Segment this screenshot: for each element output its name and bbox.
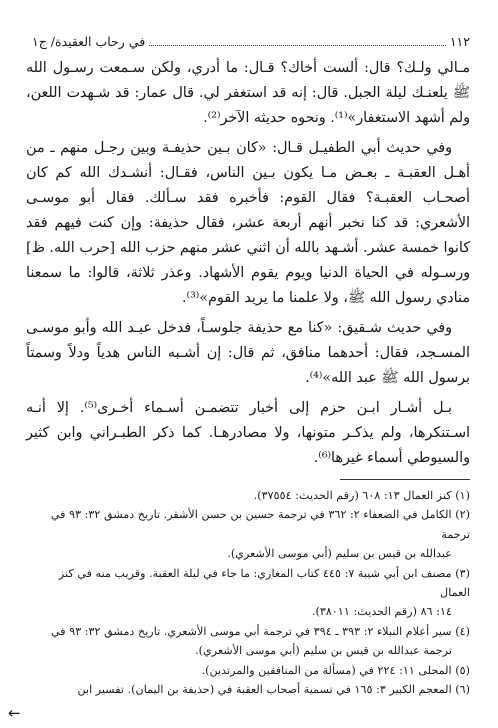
footnote-text: مصنف ابن أبي شيبة ٧: ٤٤٥ كتاب المغازي: ما جاء في ليلة العقبة. وقريب منه في كنز العمال <box>58 566 470 600</box>
paragraph: بـل أشـار ابـن حزم إلى أخبار تتضمـن أسـماء أخـرى⁽⁵⁾. إلا أنـه اسـتنكرها، ولم يذكـر متونها، ولا مصادرهـا. كما ذكر الطبـراني وابن كثير والسيوطي أسماء غيرها⁽⁶⁾. <box>26 400 470 466</box>
footnote-number: (٦) <box>455 683 470 697</box>
footnote-text: كنز العمال ١٣: ٦٠٨ (رقم الحديث: ٣٧٥٥٤). <box>253 489 452 502</box>
running-title: في رحاب العقيدة/ ج١ <box>32 34 146 49</box>
main-text <box>26 56 470 471</box>
footnote-2 <box>26 505 470 563</box>
footnote-text: الكامل في الضعفاء ٢: ٣٦٢ في ترجمة حسين بن حسن الأشقر. تاريخ دمشق ٣٢: ٩٣ في ترجمة <box>50 508 470 541</box>
footnote-6 <box>26 680 470 699</box>
footnote-number: (٥) <box>455 663 470 677</box>
footnote-5 <box>26 661 470 680</box>
footnote-text: سير أعلام النبلاء ٢: ٣٩٣ ـ ٣٩٤ في ترجمة أبي موسى الأشعري. تاريخ دمشق ٣٢: ٩٣ في <box>50 624 452 638</box>
footnote-text: المعجم الكبير ٣: ١٦٥ في تسمية أصحاب العقبة في (حذيفة بن اليمان). تفسير ابن <box>77 683 452 697</box>
paragraph: مـالي ولـك؟ قال: ألست أخاك؟ قـال: ما أدري، ولكن سـمعت رسـول الله ﷺ يلعنـك ليلة الجبل. قال: إنه قد استغفر لي. قال عمار: قد شـهدت اللعن، ولم أشهد الاستغفار»⁽¹⁾. ونحوه حديثه الآخر⁽²⁾. <box>26 60 470 126</box>
footnote-separator <box>340 479 470 480</box>
footnote-text: المحلى ١١: ٢٢٤ في (مسألة من المنافقين والمرتدين). <box>201 663 452 677</box>
page-number: ١١٢ <box>449 34 470 49</box>
footnote-continuation: ترجمة عبدالله بن قيس بن سليم (أبي موسى الأشعري). <box>195 644 452 658</box>
header-dotted-leader <box>149 44 446 46</box>
footnote-3 <box>26 564 470 622</box>
footnote-continuation: عبدالله بن قيس بن سليم (أبي موسى الأشعري). <box>227 547 452 561</box>
paragraph: وفي حديث أبي الطفيـل قـال: «كان بـين حذيفـة وبين رجـل منهم ـ من أهـل العقبـة ـ بعـض مـا يكون بـين الناس، فقـال: أنشـدك الله كم كان أصحـاب العقبـة؟ فقال القوم: فأخبره فقد سـألك. فقال أبو موسـى الأشعري: قد كنا نخبر أنهم أربعة عشر، فقال حذيفة: وإن كنت فيهم فقد كانوا خمسة عشر. أشـهد بالله أن اثني عشر منهم حزب الله [حرب الله. ظ] ورسـوله في الحياة الدنيا ويوم يقوم الأشهاد. وعذر ثلاثة، قالوا: ما سمعنا منادي رسول الله ﷺ، ولا علمنا ما يريد القوم»⁽³⁾. <box>26 140 470 306</box>
footnote-number: (٢) <box>455 508 470 522</box>
footnote-number: (٣) <box>455 566 470 580</box>
footnotes <box>26 486 470 699</box>
continue-arrow-icon: ← <box>8 704 21 722</box>
footnote-4 <box>26 622 470 661</box>
footnote-number: (٤) <box>455 624 470 638</box>
book-page <box>26 34 470 699</box>
footnote-continuation: ١٤: ٨٦ (رقم الحديث: ٣٨٠١١). <box>311 605 452 619</box>
footnote-1 <box>26 486 470 505</box>
footnote-number: (١) <box>455 489 470 502</box>
running-header <box>26 34 470 52</box>
paragraph: وفي حديث شـقيق: «كنا مع حذيفة جلوسـاً، فدخل عبـد الله وأبو موسـى المسـجد، فقال: أحدهما منافق، ثم قال: إن أشـبه الناس هدياً ودلاً وسمتاً برسول الله ﷺ عبد الله»⁽⁴⁾. <box>26 320 470 386</box>
